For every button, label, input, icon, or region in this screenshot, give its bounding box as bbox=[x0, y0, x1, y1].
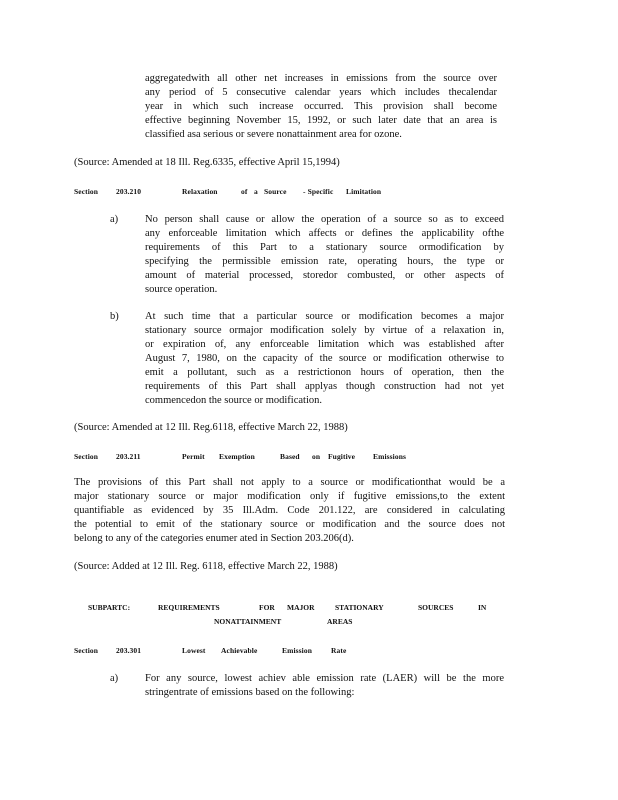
heading-word: Permit bbox=[182, 452, 205, 461]
section-label: Section bbox=[74, 452, 99, 461]
text-line: any period of 5 consecutive calendar years which includes thecalendar bbox=[145, 87, 497, 98]
text-line: specifying the permissible emission rate, operating hours, the type or bbox=[145, 256, 504, 267]
subpart-word: IN bbox=[478, 603, 487, 612]
item-label: b) bbox=[110, 311, 119, 322]
section-label: Section bbox=[74, 187, 99, 196]
text-line: requirements of this Part to a stationary source ormodification by bbox=[145, 242, 504, 253]
text-line: commencedon the source or modification. bbox=[145, 395, 322, 406]
section-211-paragraph bbox=[74, 476, 505, 546]
heading-word: Emission bbox=[282, 646, 312, 655]
continuation-paragraph bbox=[145, 72, 497, 142]
text-line: belong to any of the categories enumer ated in Section 203.206(d). bbox=[74, 533, 354, 544]
subpart-word: MAJOR bbox=[287, 603, 315, 612]
heading-word: Based bbox=[280, 452, 300, 461]
text-line: source operation. bbox=[145, 284, 218, 295]
text-line: the potential to emit of the stationary source or modification and the source does not bbox=[74, 519, 505, 530]
item-label: a) bbox=[110, 214, 119, 225]
text-line: At such time that a particular source or modification becomes a major bbox=[145, 311, 504, 322]
heading-word: Limitation bbox=[346, 187, 382, 196]
text-line: classified asa serious or severe nonattainment area for ozone. bbox=[145, 129, 402, 140]
text-line: The provisions of this Part shall not apply to a source or modificationthat would be a bbox=[74, 477, 505, 488]
source-note-2: (Source: Amended at 12 Ill. Reg.6118, effective March 22, 1988) bbox=[74, 422, 348, 433]
text-line: effective beginning November 15, 1992, or such later date that an area is bbox=[145, 115, 497, 126]
subpart-word: STATIONARY bbox=[335, 603, 384, 612]
heading-word: Relaxation bbox=[182, 187, 218, 196]
subpart-heading bbox=[74, 603, 494, 631]
text-line: emit a pollutant, such as a restrictionon hours of operation, then the bbox=[145, 367, 504, 378]
heading-word: Rate bbox=[331, 646, 347, 655]
subsection-text bbox=[145, 213, 504, 297]
subpart-word: NONATTAINMENT bbox=[214, 617, 282, 626]
heading-word: Fugitive bbox=[328, 452, 356, 461]
text-line: August 7, 1980, on the capacity of the source or modification otherwise to bbox=[145, 353, 504, 364]
heading-word: a bbox=[254, 187, 258, 196]
subpart-word: AREAS bbox=[327, 617, 353, 626]
text-line: quantifiable as evidenced by 35 Ill.Adm. Code 201.122, are considered in calculating bbox=[74, 505, 505, 516]
subsection-b bbox=[74, 310, 504, 408]
heading-word: Exemption bbox=[219, 452, 255, 461]
item-label: a) bbox=[110, 673, 119, 684]
heading-word: Source bbox=[264, 187, 287, 196]
subpart-word: FOR bbox=[259, 603, 275, 612]
text-line: For any source, lowest achiev able emission rate (LAER) will be the more bbox=[145, 673, 504, 684]
subsection-text bbox=[145, 310, 504, 408]
subsection-text bbox=[145, 672, 504, 700]
text-line: No person shall cause or allow the operation of a source so as to exceed bbox=[145, 214, 504, 225]
subpart-word: REQUIREMENTS bbox=[158, 603, 220, 612]
text-line: stationary source ormajor modification solely by virtue of a relaxation in, bbox=[145, 325, 504, 336]
subsection-a bbox=[74, 213, 504, 297]
subpart-word: SOURCES bbox=[418, 603, 454, 612]
section-number: 203.301 bbox=[116, 646, 142, 655]
heading-word: Lowest bbox=[182, 646, 206, 655]
heading-word: of bbox=[241, 187, 248, 196]
section-number: 203.211 bbox=[116, 452, 141, 461]
text-line: any enforceable limitation which affects or defines the applicability ofthe bbox=[145, 228, 504, 239]
section-number: 203.210 bbox=[116, 187, 142, 196]
heading-word: Achievable bbox=[221, 646, 258, 655]
heading-word: Emissions bbox=[373, 452, 406, 461]
text-line: stringentrate of emissions based on the following: bbox=[145, 687, 355, 698]
source-note-3: (Source: Added at 12 Ill. Reg. 6118, effective March 22, 1988) bbox=[74, 561, 338, 572]
text-line: requirements of this Part shall applyas though construction had not yet bbox=[145, 381, 504, 392]
text-line: aggregatedwith all other net increases in emissions from the source over bbox=[145, 73, 497, 84]
heading-word: - Specific bbox=[303, 187, 334, 196]
subsection-a-laer bbox=[74, 672, 504, 700]
section-label: Section bbox=[74, 646, 99, 655]
text-line: year in which such increase occurred. This provision shall become bbox=[145, 101, 497, 112]
source-note-1: (Source: Amended at 18 Ill. Reg.6335, effective April 15,1994) bbox=[74, 157, 340, 168]
subpart-word: SUBPARTC: bbox=[88, 603, 131, 612]
text-line: or expiration of, any enforceable limitation which was established after bbox=[145, 339, 504, 350]
text-line: amount of material processed, storedor combusted, or other aspects of bbox=[145, 270, 504, 281]
heading-word: on bbox=[312, 452, 321, 461]
text-line: major stationary source or major modification only if fugitive emissions,to the extent bbox=[74, 491, 505, 502]
